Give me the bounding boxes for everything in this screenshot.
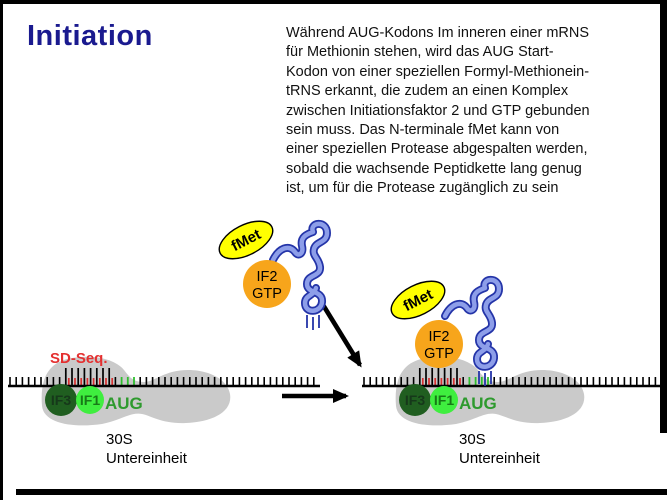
subunit-label-untereinheit: Untereinheit — [459, 450, 540, 467]
description-line: tRNS erkannt, die zudem an einen Komplex — [286, 83, 569, 100]
description-line: einer speziellen Protease abgespalten werden, — [286, 141, 588, 158]
if3-label: IF3 — [50, 392, 72, 408]
aug-label: AUG — [459, 394, 497, 413]
gtp-label: GTP — [252, 286, 282, 302]
if2-gtp-trna-complex — [213, 213, 327, 330]
sd-seq-label: SD-Seq. — [50, 350, 108, 367]
subunit-label-30s: 30S — [106, 431, 133, 448]
description-line: Kodon von einer speziellen Formyl-Methionein- — [286, 63, 590, 80]
subunit-label-30s: 30S — [459, 431, 486, 448]
binding-arrow — [320, 300, 360, 365]
fmet-label: fMet — [400, 285, 436, 316]
subunit-label-untereinheit: Untereinheit — [106, 450, 187, 467]
description-line: ist, um für die Protease zugänglich zu sein — [286, 180, 559, 197]
description-line: sobald die wachsende Peptidkette lang genug — [286, 160, 582, 177]
fmet-label: fMet — [228, 225, 264, 256]
initiation-diagram — [0, 210, 667, 500]
aug-label: AUG — [105, 394, 143, 413]
if1-label: IF1 — [79, 392, 101, 408]
page-title: Initiation — [27, 20, 153, 52]
description-line: für Methionin stehen, wird das AUG Start- — [286, 44, 554, 61]
description-line: sein muss. Das N-terminale fMet kann von — [286, 122, 560, 139]
if1-label: IF1 — [433, 392, 455, 408]
if2-label: IF2 — [428, 329, 450, 345]
if3-label: IF3 — [404, 392, 426, 408]
gtp-label: GTP — [424, 346, 454, 362]
description-line: zwischen Initiationsfaktor 2 und GTP gebunden — [286, 102, 590, 119]
description-text — [286, 24, 664, 199]
frame-border-top — [0, 0, 667, 4]
description-line: Während AUG-Kodons Im inneren einer mRNS — [286, 25, 590, 41]
if2-label: IF2 — [256, 269, 278, 285]
